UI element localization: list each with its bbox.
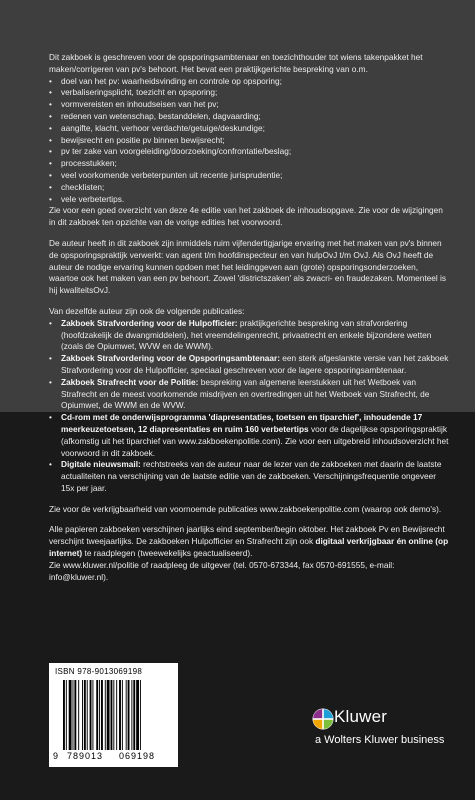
contact-paragraph: Zie www.kluwer.nl/politie of raadpleeg de uitgever (tel. 0570-673344, fax 0570-691555, e-mail: info@kluwer.nl).	[49, 559, 395, 582]
list-item	[49, 353, 449, 377]
publications-list	[49, 318, 449, 495]
publication-text: voor de dagelijkse opsporingspraktijk (afkomstig uit het tiparchief van www.zakboekenpolitie.com). Zie voor een uitgebreid inhoudsoverzicht het voorwoord in dit zakboek.	[61, 423, 449, 458]
list-item: • processtukken;	[49, 158, 449, 170]
list-item: • redenen van wetenschap, bestanddelen, dagvaarding;	[49, 111, 449, 123]
publication-text: praktijkgerichte bespreking van strafvordering (hoofdzakelijk de dwangmiddelen), het vreemdelingenrecht, privaatrecht en enkele bijzondere wetten (zoals de Opiumwet, WVW en de WWM).	[61, 317, 432, 352]
list-item: • doel van het pv: waarheidsvinding en controle op opsporing;	[49, 76, 449, 88]
publications-intro: Van dezelfde auteur zijn ook de volgende publicaties:	[49, 305, 245, 316]
back-cover-text	[49, 52, 449, 583]
barcode-digits-left: 789013	[67, 751, 104, 761]
list-item	[49, 412, 449, 459]
publication-title: Zakboek Strafrecht voor de Politie:	[61, 376, 199, 387]
publication-title: Cd-rom met de onderwijsprogramma 'diapresentaties, toetsen en tiparchief', inhoudende 17 meerkeuzetoetsen, 12 diapresentaties en ruim 160 verbetertips	[61, 412, 423, 434]
list-item: • pv ter zake van voorgeleiding/doorzoeking/confrontatie/beslag;	[49, 146, 449, 158]
barcode-icon	[63, 680, 171, 750]
list-item: • bewijsrecht en positie pv binnen bewijsrecht;	[49, 135, 449, 147]
edition-note: Zie voor een goed overzicht van deze 4e editie van het zakboek de inhoudsopgave. Zie voor de wijzigingen in dit zakboek ten opzichte van de vorige edities het voorwoord.	[49, 205, 443, 228]
author-paragraph: De auteur heeft in dit zakboek zijn inmiddels ruim vijfendertigjarige ervaring met het maken van pv's binnen de opsporingspraktijk verwerkt: van agent t/m hoofdinspecteur en van hulpOvJ t/m OvJ. Als OvJ heeft de auteur de nodige ervaring kunnen opdoen met het leidinggeven aan (grote) opsporingsonderzoeken, waartoe ook het maken van een pv behoort. Zowel 'districtszaken' als zwacri- en fraudezaken. Momenteel is hij kwaliteitsOvJ.	[49, 237, 447, 296]
list-item	[49, 377, 449, 412]
isbn-number: ISBN 978-9013069198	[55, 667, 143, 676]
list-item: • vele verbetertips.	[49, 194, 449, 206]
list-item: • aangifte, klacht, verhoor verdachte/getuige/deskundige;	[49, 123, 449, 135]
globe-logo-icon	[312, 708, 334, 730]
topic-list	[49, 76, 449, 206]
barcode-label	[49, 663, 178, 767]
availability-paragraph: Zie voor de verkrijgbaarheid van voornoemde publicaties www.zakboekenpolitie.com (waarop ook demo's).	[49, 503, 442, 514]
list-item: • verbaliseringsplicht, toezicht en opsporing;	[49, 87, 449, 99]
intro-paragraph: Dit zakboek is geschreven voor de opsporingsambtenaar en toezichthouder tot wiens takenpakket het maken/corrigeren van pv's behoort. Het bevat een praktijkgerichte bespreking van o.m.	[49, 52, 423, 74]
list-item: • veel voorkomende verbeterpunten uit recente jurisprudentie;	[49, 170, 449, 182]
publication-text: rechtstreeks van de auteur naar de lezer van de zakboeken met daarin de laatste actualiteiten na verschijning van de laatste editie van de zakboeken. Verschijningsfrequentie ongeveer 15x per jaar.	[61, 459, 442, 493]
closing-paragraph: Alle papieren zakboeken verschijnen jaarlijks eind september/begin oktober. Het zakboek Pv en Bewijsrecht verschijnt tweejaarlijks. De zakboeken Hulpofficier en Strafrecht zijn ook digitaal verkrijgbaar én online (op internet) te raadplegen (tweewekelijks geactualiseerd).	[49, 524, 449, 559]
list-item: • checklisten;	[49, 182, 449, 194]
barcode-digit-first: 9	[53, 751, 60, 761]
list-item	[49, 459, 449, 494]
publication-text: bespreking van algemene leerstukken uit het Wetboek van Strafrecht en de meest voorkomende misdrijven en overtredingen uit het Wetboek van Strafrecht, de Opiumwet, de WWM en de WVW.	[61, 376, 430, 411]
publication-title: Zakboek Strafvordering voor de Opsporingsambtenaar:	[61, 353, 280, 364]
publication-text: een sterk afgeslankte versie van het zakboek Strafvordering voor de Hulpofficier, speciaal geschreven voor de lagere opsporingsambtenaar.	[61, 353, 449, 375]
publication-title: Digitale nieuwsmail:	[61, 459, 141, 470]
publisher-tagline: a Wolters Kluwer business	[315, 734, 445, 746]
barcode-digits-right: 069198	[119, 751, 156, 761]
publisher-name: Kluwer	[334, 707, 388, 726]
list-item: • vormvereisten en inhoudseisen van het pv;	[49, 99, 449, 111]
list-item	[49, 318, 449, 353]
publication-title: Zakboek Strafvordering voor de Hulpofficier:	[61, 317, 238, 328]
